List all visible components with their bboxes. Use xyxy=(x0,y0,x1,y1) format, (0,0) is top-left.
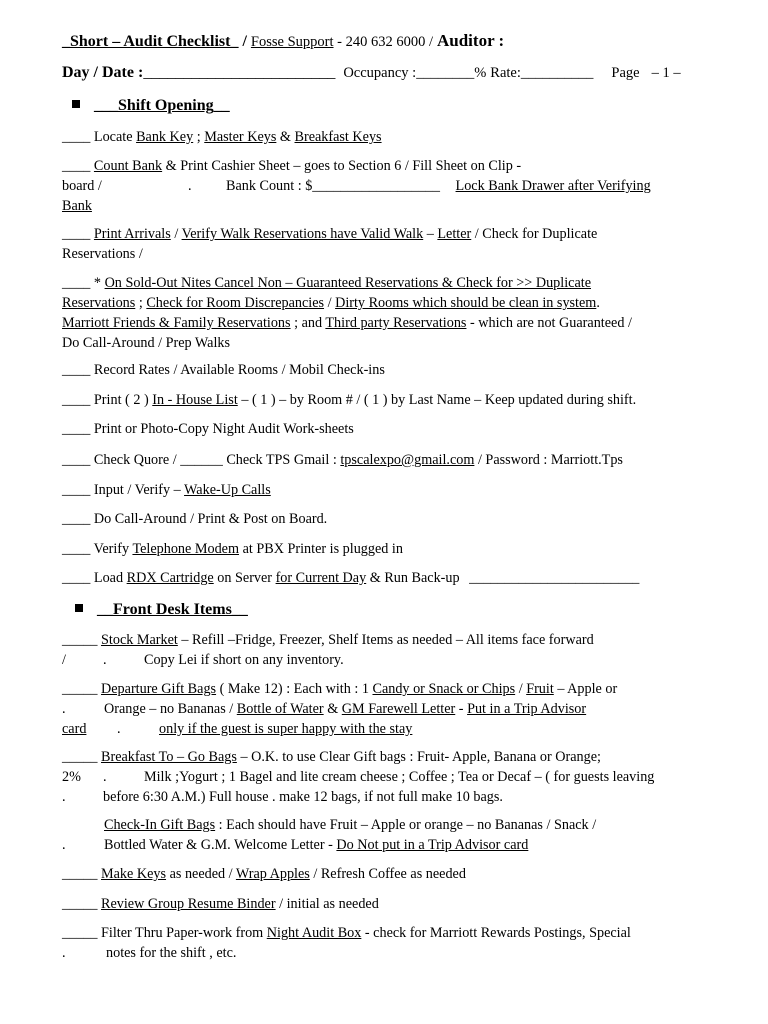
support-phone: - 240 632 6000 / xyxy=(337,34,433,50)
item-text: Verify Walk Reservations have Valid Walk xyxy=(181,226,424,242)
item-text: Milk ;Yogurt ; 1 Bagel and lite cream cheese ; Coffee ; Tea or Decaf – ( for guests leaving xyxy=(144,769,655,785)
check-blank: _____ xyxy=(62,866,98,882)
item-text: Wake-Up Calls xyxy=(184,482,271,498)
item-text: Night Audit Box xyxy=(266,925,362,941)
item-text: . xyxy=(117,721,121,737)
item-text: as needed / xyxy=(169,866,233,882)
section-heading: __Front Desk Items__ xyxy=(97,601,248,618)
item-text: Copy Lei if short on any inventory. xyxy=(144,652,344,668)
item-text: Load xyxy=(93,570,124,586)
checklist-item-bank-keys xyxy=(62,127,732,147)
item-text: Wrap Apples xyxy=(235,866,310,882)
item-text: Reservations / xyxy=(62,246,143,262)
rate-label: Rate: xyxy=(490,65,521,81)
item-text: ; and xyxy=(294,315,323,331)
support-name: Fosse Support xyxy=(250,34,334,50)
check-blank: ____ xyxy=(62,511,91,527)
item-text: / Check for Duplicate xyxy=(474,226,598,242)
item-text: Bank Key xyxy=(136,129,194,145)
item-text: Departure Gift Bags xyxy=(101,681,217,697)
item-text: / Password : Marriott.Tps xyxy=(477,452,623,468)
item-text: & Run Back-up xyxy=(369,570,460,586)
item-text: Print Arrivals xyxy=(93,226,171,242)
auditor-label: Auditor : xyxy=(437,31,505,50)
checklist-item-night-audit-box xyxy=(62,923,732,963)
item-text: . xyxy=(188,178,192,194)
item-text: GM Farewell Letter xyxy=(341,701,456,717)
item-text: Bottled Water & G.M. Welcome Letter - xyxy=(104,837,333,853)
document-title: _Short – Audit Checklist_ xyxy=(62,33,239,50)
occupancy-blank: ________% xyxy=(416,65,487,81)
checklist-item-wake-up xyxy=(62,480,732,500)
item-text: – O.K. to use Clear Gift bags : Fruit- Apple, Banana or Orange; xyxy=(240,749,601,765)
checklist-item-call-around xyxy=(62,509,732,529)
email-link[interactable]: tpscalexpo@gmail.com xyxy=(340,452,475,468)
section-shift-opening xyxy=(72,96,230,116)
item-text: On Sold-Out Nites Cancel Non – Guaranteed Reservations & Check for >> Duplicate xyxy=(104,275,591,291)
item-text: Do Call-Around / Print & Post on Board. xyxy=(93,511,328,527)
item-text: Bank Count : $__________________ xyxy=(226,178,440,194)
check-blank: _____ xyxy=(62,749,98,765)
item-text: 2% xyxy=(62,769,81,785)
page-label: Page xyxy=(611,65,640,81)
check-blank: _____ xyxy=(62,681,98,697)
header-info-line xyxy=(62,63,681,83)
item-text: board / xyxy=(62,178,102,194)
item-text: Verify xyxy=(93,541,130,557)
item-text: Do Call-Around / Prep Walks xyxy=(62,335,231,351)
item-text: - which are not Guaranteed / xyxy=(470,315,632,331)
item-text: . xyxy=(103,769,107,785)
item-text: Letter xyxy=(437,226,472,242)
item-text: & xyxy=(327,701,339,717)
checklist-item-work-sheets xyxy=(62,419,732,439)
item-text: card xyxy=(62,721,87,737)
item-text: / xyxy=(327,295,332,311)
item-text: Breakfast Keys xyxy=(294,129,382,145)
item-text: Input / Verify – xyxy=(93,482,181,498)
item-text: / initial as needed xyxy=(279,896,379,912)
item-text: / Refresh Coffee as needed xyxy=(313,866,466,882)
item-text: at PBX Printer is plugged in xyxy=(242,541,403,557)
day-date-label: Day / Date : xyxy=(62,64,144,81)
item-text: . xyxy=(62,789,66,805)
checklist-item-modem xyxy=(62,539,732,559)
item-text: - xyxy=(458,701,464,717)
check-blank: ____ xyxy=(62,226,91,242)
checklist-item-rdx-cartridge xyxy=(62,568,732,588)
item-text: . xyxy=(596,295,600,311)
item-text: – xyxy=(426,226,434,242)
item-text: Make Keys xyxy=(101,866,167,882)
item-text: ; xyxy=(196,129,201,145)
item-text: Put in a Trip Advisor xyxy=(467,701,587,717)
check-blank: ____ xyxy=(62,452,91,468)
item-text: Reservations xyxy=(62,295,136,311)
item-text: Record Rates / Available Rooms / Mobil Check-ins xyxy=(93,362,385,378)
item-text: Print or Photo-Copy Night Audit Work-sheets xyxy=(93,421,354,437)
item-text: ________________________ xyxy=(469,570,640,586)
item-text: - check for Marriott Rewards Postings, Special xyxy=(364,925,631,941)
check-blank: ____ xyxy=(62,392,91,408)
check-blank: ____ xyxy=(62,421,91,437)
item-text: Count Bank xyxy=(93,158,163,174)
item-text: & xyxy=(279,129,291,145)
check-blank: ____ xyxy=(62,570,91,586)
check-blank: _____ xyxy=(62,632,98,648)
header-title-line xyxy=(62,31,504,52)
item-text: . xyxy=(62,945,66,961)
square-bullet-icon xyxy=(75,604,83,612)
item-text: . xyxy=(103,652,107,668)
item-text: – Refill –Fridge, Freezer, Shelf Items as needed – All items face forward xyxy=(181,632,594,648)
item-text: Review Group Resume Binder xyxy=(101,896,276,912)
page-number: – 1 – xyxy=(651,65,681,81)
checklist-item-stock-market xyxy=(62,630,732,670)
item-text: Breakfast To – Go Bags xyxy=(101,749,237,765)
item-text: Telephone Modem xyxy=(132,541,240,557)
checklist-item-house-list xyxy=(62,390,732,410)
checklist-item-check-quore xyxy=(62,450,732,470)
check-blank: ____ xyxy=(62,275,91,291)
checklist-item-group-resume xyxy=(62,894,732,914)
item-text: . xyxy=(62,701,66,717)
item-text: Bank xyxy=(62,198,92,214)
item-text: – ( 1 ) – by Room # / ( 1 ) by Last Name – Keep updated during shift. xyxy=(241,392,637,408)
item-text: & Print Cashier Sheet – goes to Section 6 / Fill Sheet on Clip - xyxy=(165,158,522,174)
checklist-item-count-bank xyxy=(62,156,732,216)
item-text: Marriott Friends & Family Reservations xyxy=(62,315,291,331)
item-text: . xyxy=(62,837,66,853)
item-text: ______ xyxy=(180,452,223,468)
item-text: Filter Thru Paper-work from xyxy=(101,925,264,941)
day-date-blank: ________________________ xyxy=(143,64,336,81)
item-text: notes for the shift , etc. xyxy=(106,945,237,961)
item-text: Third party Reservations xyxy=(325,315,467,331)
checklist-item-breakfast-bags xyxy=(62,747,732,807)
section-front-desk xyxy=(75,600,248,620)
item-text: on Server xyxy=(217,570,273,586)
item-text: Check-In Gift Bags xyxy=(104,817,216,833)
item-text: Bottle of Water xyxy=(236,701,324,717)
item-text: Print ( 2 ) xyxy=(93,392,149,408)
check-blank: ____ xyxy=(62,158,91,174)
check-blank: ____ xyxy=(62,541,91,557)
checklist-item-check-in-bags xyxy=(62,815,732,855)
item-text: / xyxy=(62,652,66,668)
check-blank: _____ xyxy=(62,896,98,912)
item-text: Lock Bank Drawer after Verifying xyxy=(455,178,651,194)
item-text: before 6:30 A.M.) Full house . make 12 bags, if not full make 10 bags. xyxy=(103,789,503,805)
check-blank: ____ xyxy=(62,362,91,378)
item-text: Orange – no Bananas / xyxy=(104,701,234,717)
item-text: Master Keys xyxy=(204,129,277,145)
item-text: ; xyxy=(138,295,143,311)
item-text: only if the guest is super happy with the stay xyxy=(159,721,413,737)
item-text: Locate xyxy=(93,129,133,145)
item-text: Dirty Rooms which should be clean in system xyxy=(335,295,597,311)
checklist-item-departure-gift-bags xyxy=(62,679,732,739)
checklist-item-make-keys xyxy=(62,864,732,884)
occupancy-label: Occupancy : xyxy=(343,65,417,81)
item-text: Do Not put in a Trip Advisor card xyxy=(336,837,529,853)
check-blank: _____ xyxy=(62,925,98,941)
item-text: / xyxy=(518,681,523,697)
item-text: Stock Market xyxy=(101,632,178,648)
item-text: for Current Day xyxy=(275,570,367,586)
header-separator: / xyxy=(242,33,247,50)
check-blank: ____ xyxy=(62,482,91,498)
item-text: Check for Room Discrepancies xyxy=(146,295,325,311)
item-text: ( Make 12) : Each with : 1 xyxy=(219,681,369,697)
checklist-item-print-arrivals xyxy=(62,224,732,264)
checklist-item-sold-out xyxy=(62,273,732,353)
item-text: : Each should have Fruit – Apple or orange – no Bananas / Snack / xyxy=(218,817,597,833)
item-text: * xyxy=(93,275,102,291)
item-text: – Apple or xyxy=(557,681,618,697)
item-text: Fruit xyxy=(526,681,554,697)
item-text: Check Quore / xyxy=(93,452,177,468)
item-text: In - House List xyxy=(152,392,238,408)
item-text: RDX Cartridge xyxy=(126,570,214,586)
square-bullet-icon xyxy=(72,100,80,108)
item-text: Candy or Snack or Chips xyxy=(372,681,516,697)
check-blank: ____ xyxy=(62,129,91,145)
rate-blank: __________ xyxy=(520,65,594,81)
checklist-item-record-rates xyxy=(62,360,732,380)
item-text: / xyxy=(174,226,179,242)
section-heading: ___Shift Opening__ xyxy=(94,97,230,114)
item-text: Check TPS Gmail : xyxy=(226,452,337,468)
